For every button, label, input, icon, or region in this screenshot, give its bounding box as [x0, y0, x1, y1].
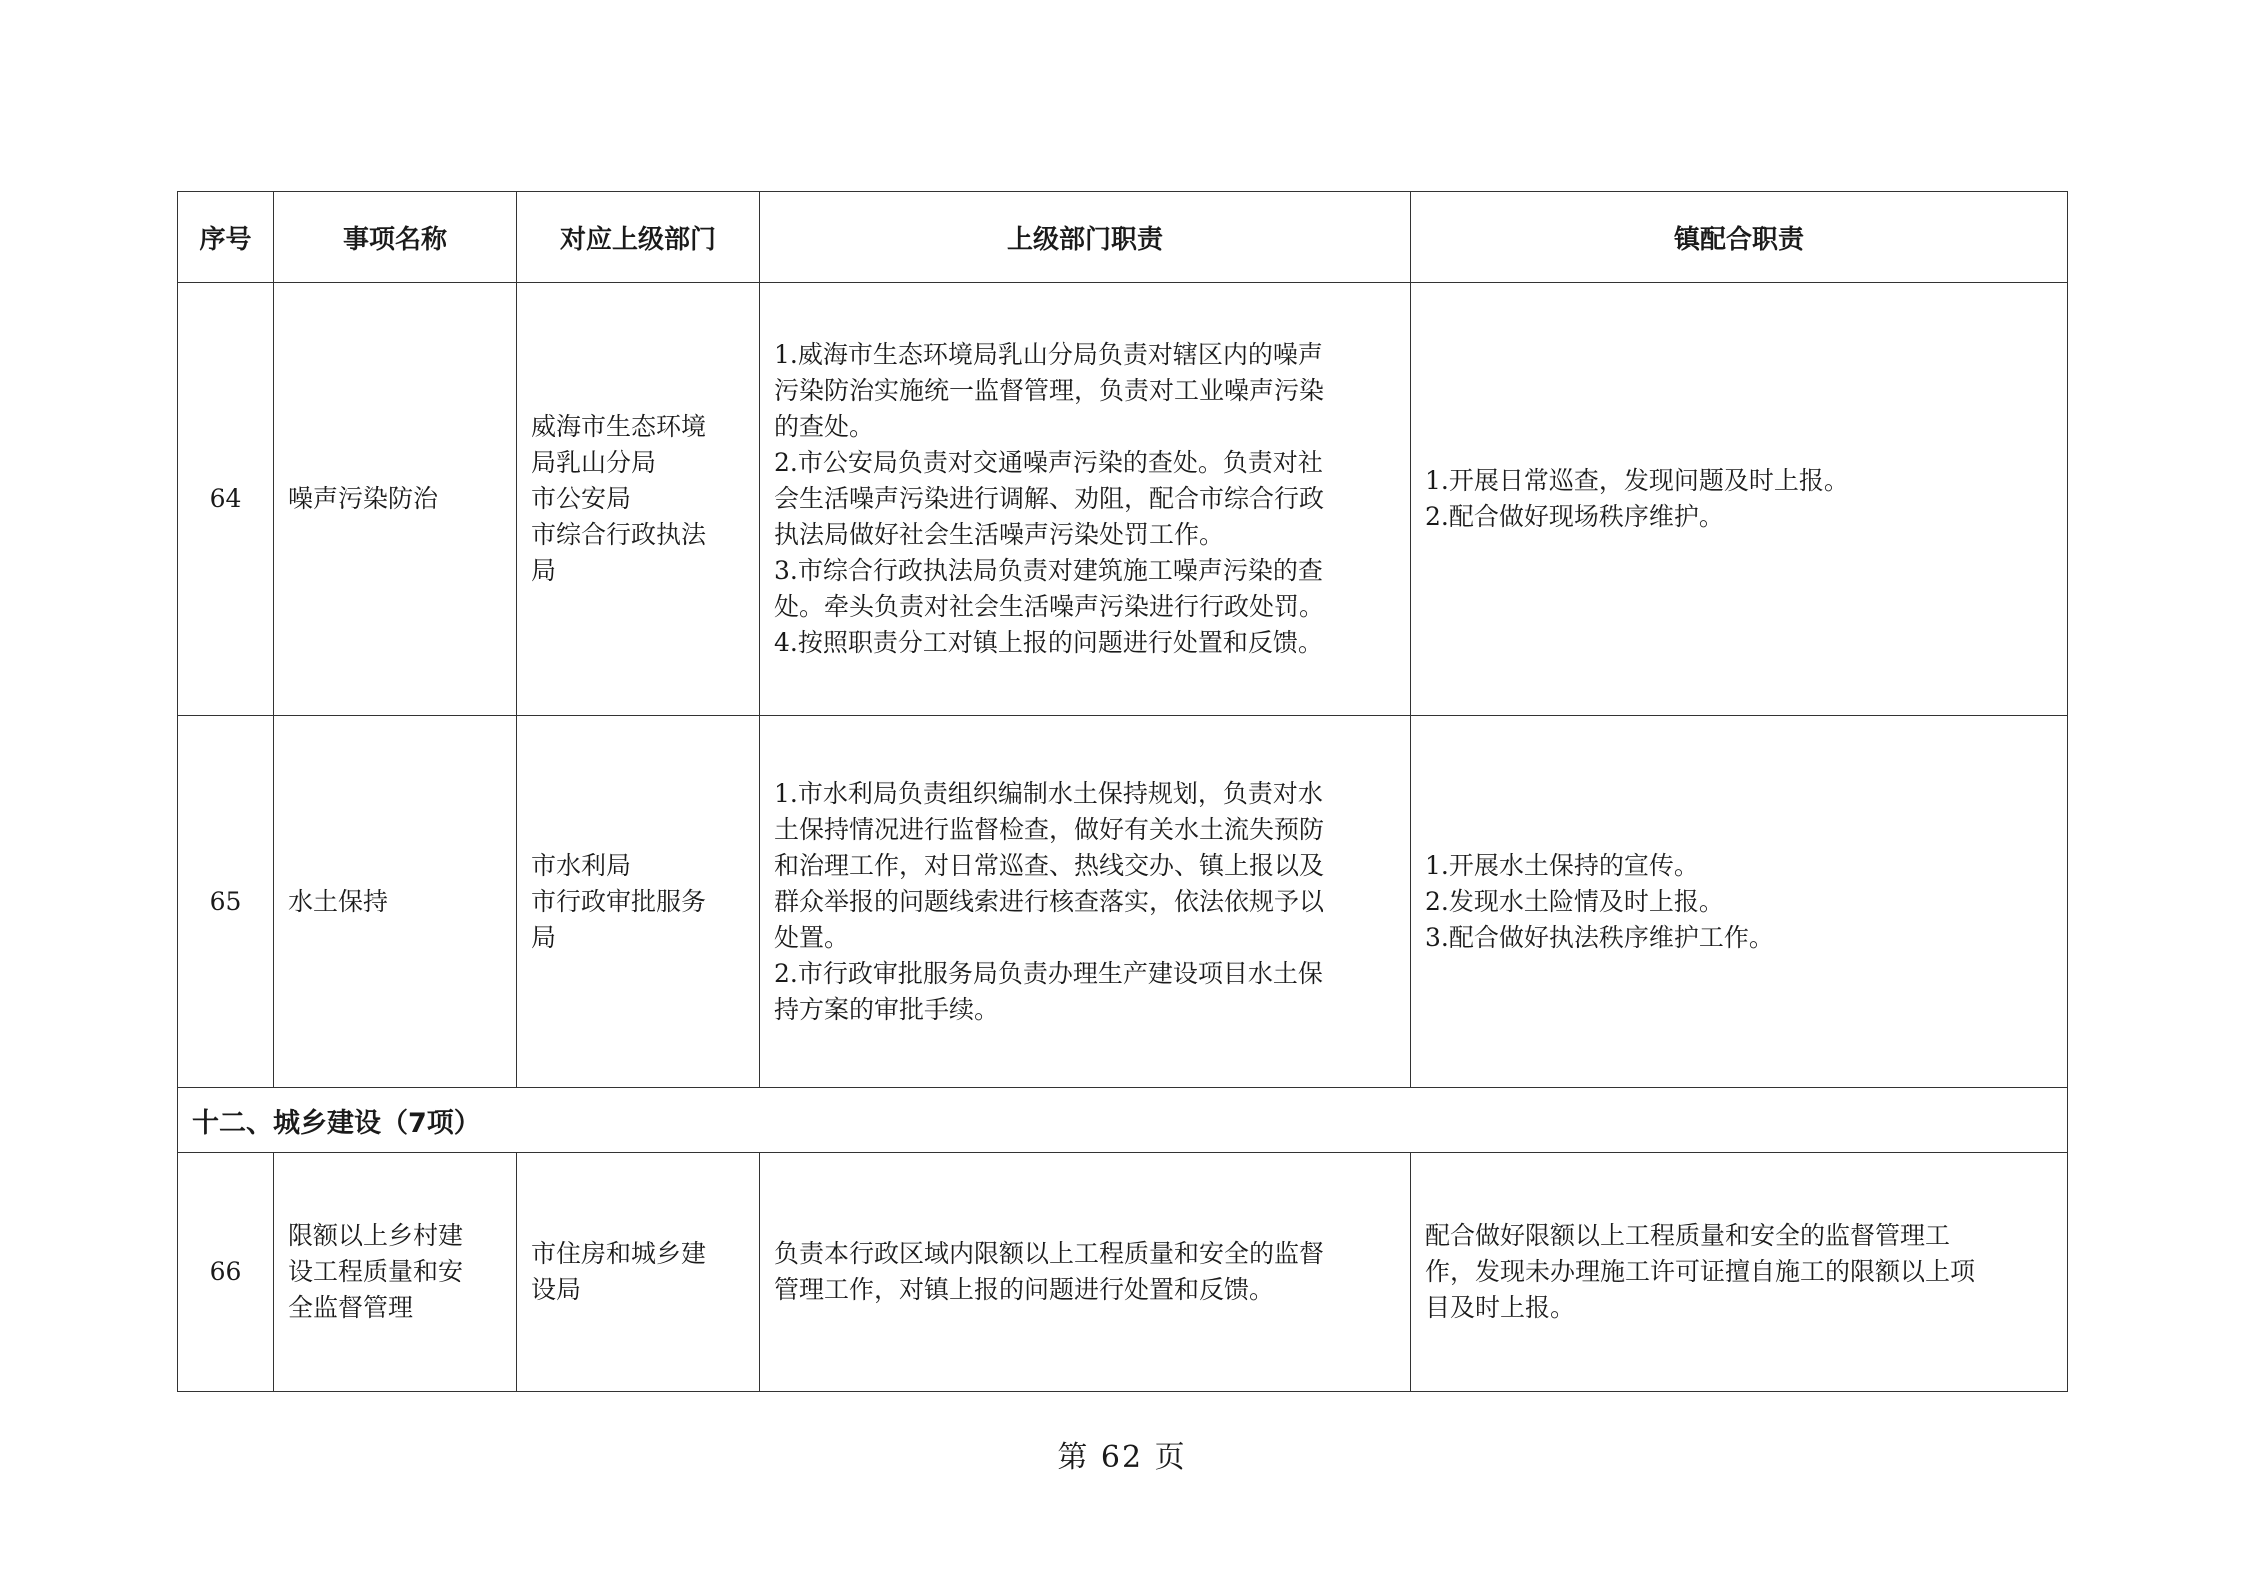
row-upper-duty: 1.市水利局负责组织编制水土保持规划，负责对水 土保持情况进行监督检查，做好有关水土流失预防 和治理工作，对日常巡查、热线交办、镇上报以及 群众举报的问题线索进行核查落实，依法依规予以 处置。 2.市行政审批服务局负责办理生产建设项目水土保 持方案的审批手续。: [760, 716, 1411, 1088]
header-upper-duty: 上级部门职责: [760, 192, 1411, 283]
table-row: [178, 1153, 2068, 1392]
row-upper-duty: 1.威海市生态环境局乳山分局负责对辖区内的噪声 污染防治实施统一监督管理，负责对工业噪声污染 的查处。 2.市公安局负责对交通噪声污染的查处。负责对社 会生活噪声污染进行调解、劝阻，配合市综合行政 执法局做好社会生活噪声污染处罚工作。 3.市综合行政执法局负责对建筑施工噪声污染的查 处。牵头负责对社会生活噪声污染进行行政处罚。 4.按照职责分工对镇上报的问题进行处置和反馈。: [760, 283, 1411, 716]
row-name: 水土保持: [274, 716, 517, 1088]
row-dept: 市住房和城乡建 设局: [517, 1153, 760, 1392]
row-no: 64: [178, 283, 274, 716]
row-no: 65: [178, 716, 274, 1088]
section-row: [178, 1088, 2068, 1153]
row-upper-duty: 负责本行政区域内限额以上工程质量和安全的监督 管理工作，对镇上报的问题进行处置和反馈。: [760, 1153, 1411, 1392]
row-dept: 威海市生态环境 局乳山分局 市公安局 市综合行政执法 局: [517, 283, 760, 716]
row-dept: 市水利局 市行政审批服务 局: [517, 716, 760, 1088]
row-town-duty: 配合做好限额以上工程质量和安全的监督管理工 作，发现未办理施工许可证擅自施工的限额以上项 目及时上报。: [1411, 1153, 2068, 1392]
row-name: 限额以上乡村建 设工程质量和安 全监督管理: [274, 1153, 517, 1392]
section-title: 十二、城乡建设（7项）: [178, 1088, 2068, 1153]
row-town-duty: 1.开展水土保持的宣传。 2.发现水土险情及时上报。 3.配合做好执法秩序维护工作。: [1411, 716, 2068, 1088]
header-no: 序号: [178, 192, 274, 283]
header-name: 事项名称: [274, 192, 517, 283]
row-town-duty: 1.开展日常巡查，发现问题及时上报。 2.配合做好现场秩序维护。: [1411, 283, 2068, 716]
table-row: [178, 716, 2068, 1088]
table-row: [178, 283, 2068, 716]
page-number: 第 62 页: [1057, 1440, 1187, 1475]
header-town-duty: 镇配合职责: [1411, 192, 2068, 283]
duty-table: [177, 191, 2068, 1392]
header-dept: 对应上级部门: [517, 192, 760, 283]
table-header-row: [178, 192, 2068, 283]
row-name: 噪声污染防治: [274, 283, 517, 716]
row-no: 66: [178, 1153, 274, 1392]
